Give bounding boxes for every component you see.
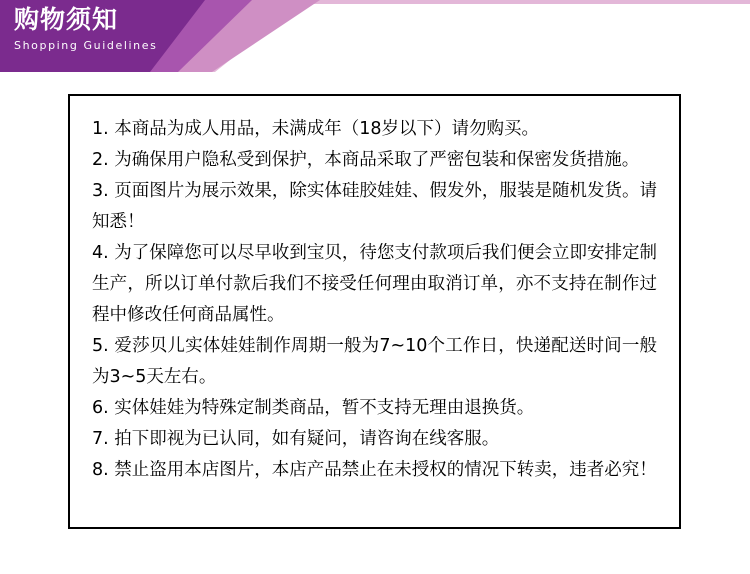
list-item: 1. 本商品为成人用品，未满成年（18岁以下）请勿购买。 [92,119,540,139]
header-banner [0,0,750,72]
list-item: 5. 爱莎贝儿实体娃娃制作周期一般为7~10个工作日，快递配送时间一般为3~5天左右。 [92,336,657,387]
list-item: 4. 为了保障您可以尽早收到宝贝，待您支付款项后我们便会立即安排定制生产，所以订单付款后我们不接受任何理由取消订单，亦不支持在制作过程中修改任何商品属性。 [92,243,657,325]
page-title: 购物须知 [14,5,119,34]
list-item: 8. 禁止盗用本店图片，本店产品禁止在未授权的情况下转卖，违者必究！ [92,460,657,480]
page-subtitle: Shopping Guidelines [14,39,158,52]
notice-list [70,96,679,486]
list-item: 3. 页面图片为展示效果，除实体硅胶娃娃、假发外，服装是随机发货。请知悉！ [92,181,657,232]
list-item: 7. 拍下即视为已认同，如有疑问，请咨询在线客服。 [92,429,500,449]
list-item: 6. 实体娃娃为特殊定制类商品，暂不支持无理由退换货。 [92,398,535,418]
banner-text-group [14,4,157,54]
notice-box [68,94,681,529]
list-item: 2. 为确保用户隐私受到保护，本商品采取了严密包装和保密发货措施。 [92,150,640,170]
